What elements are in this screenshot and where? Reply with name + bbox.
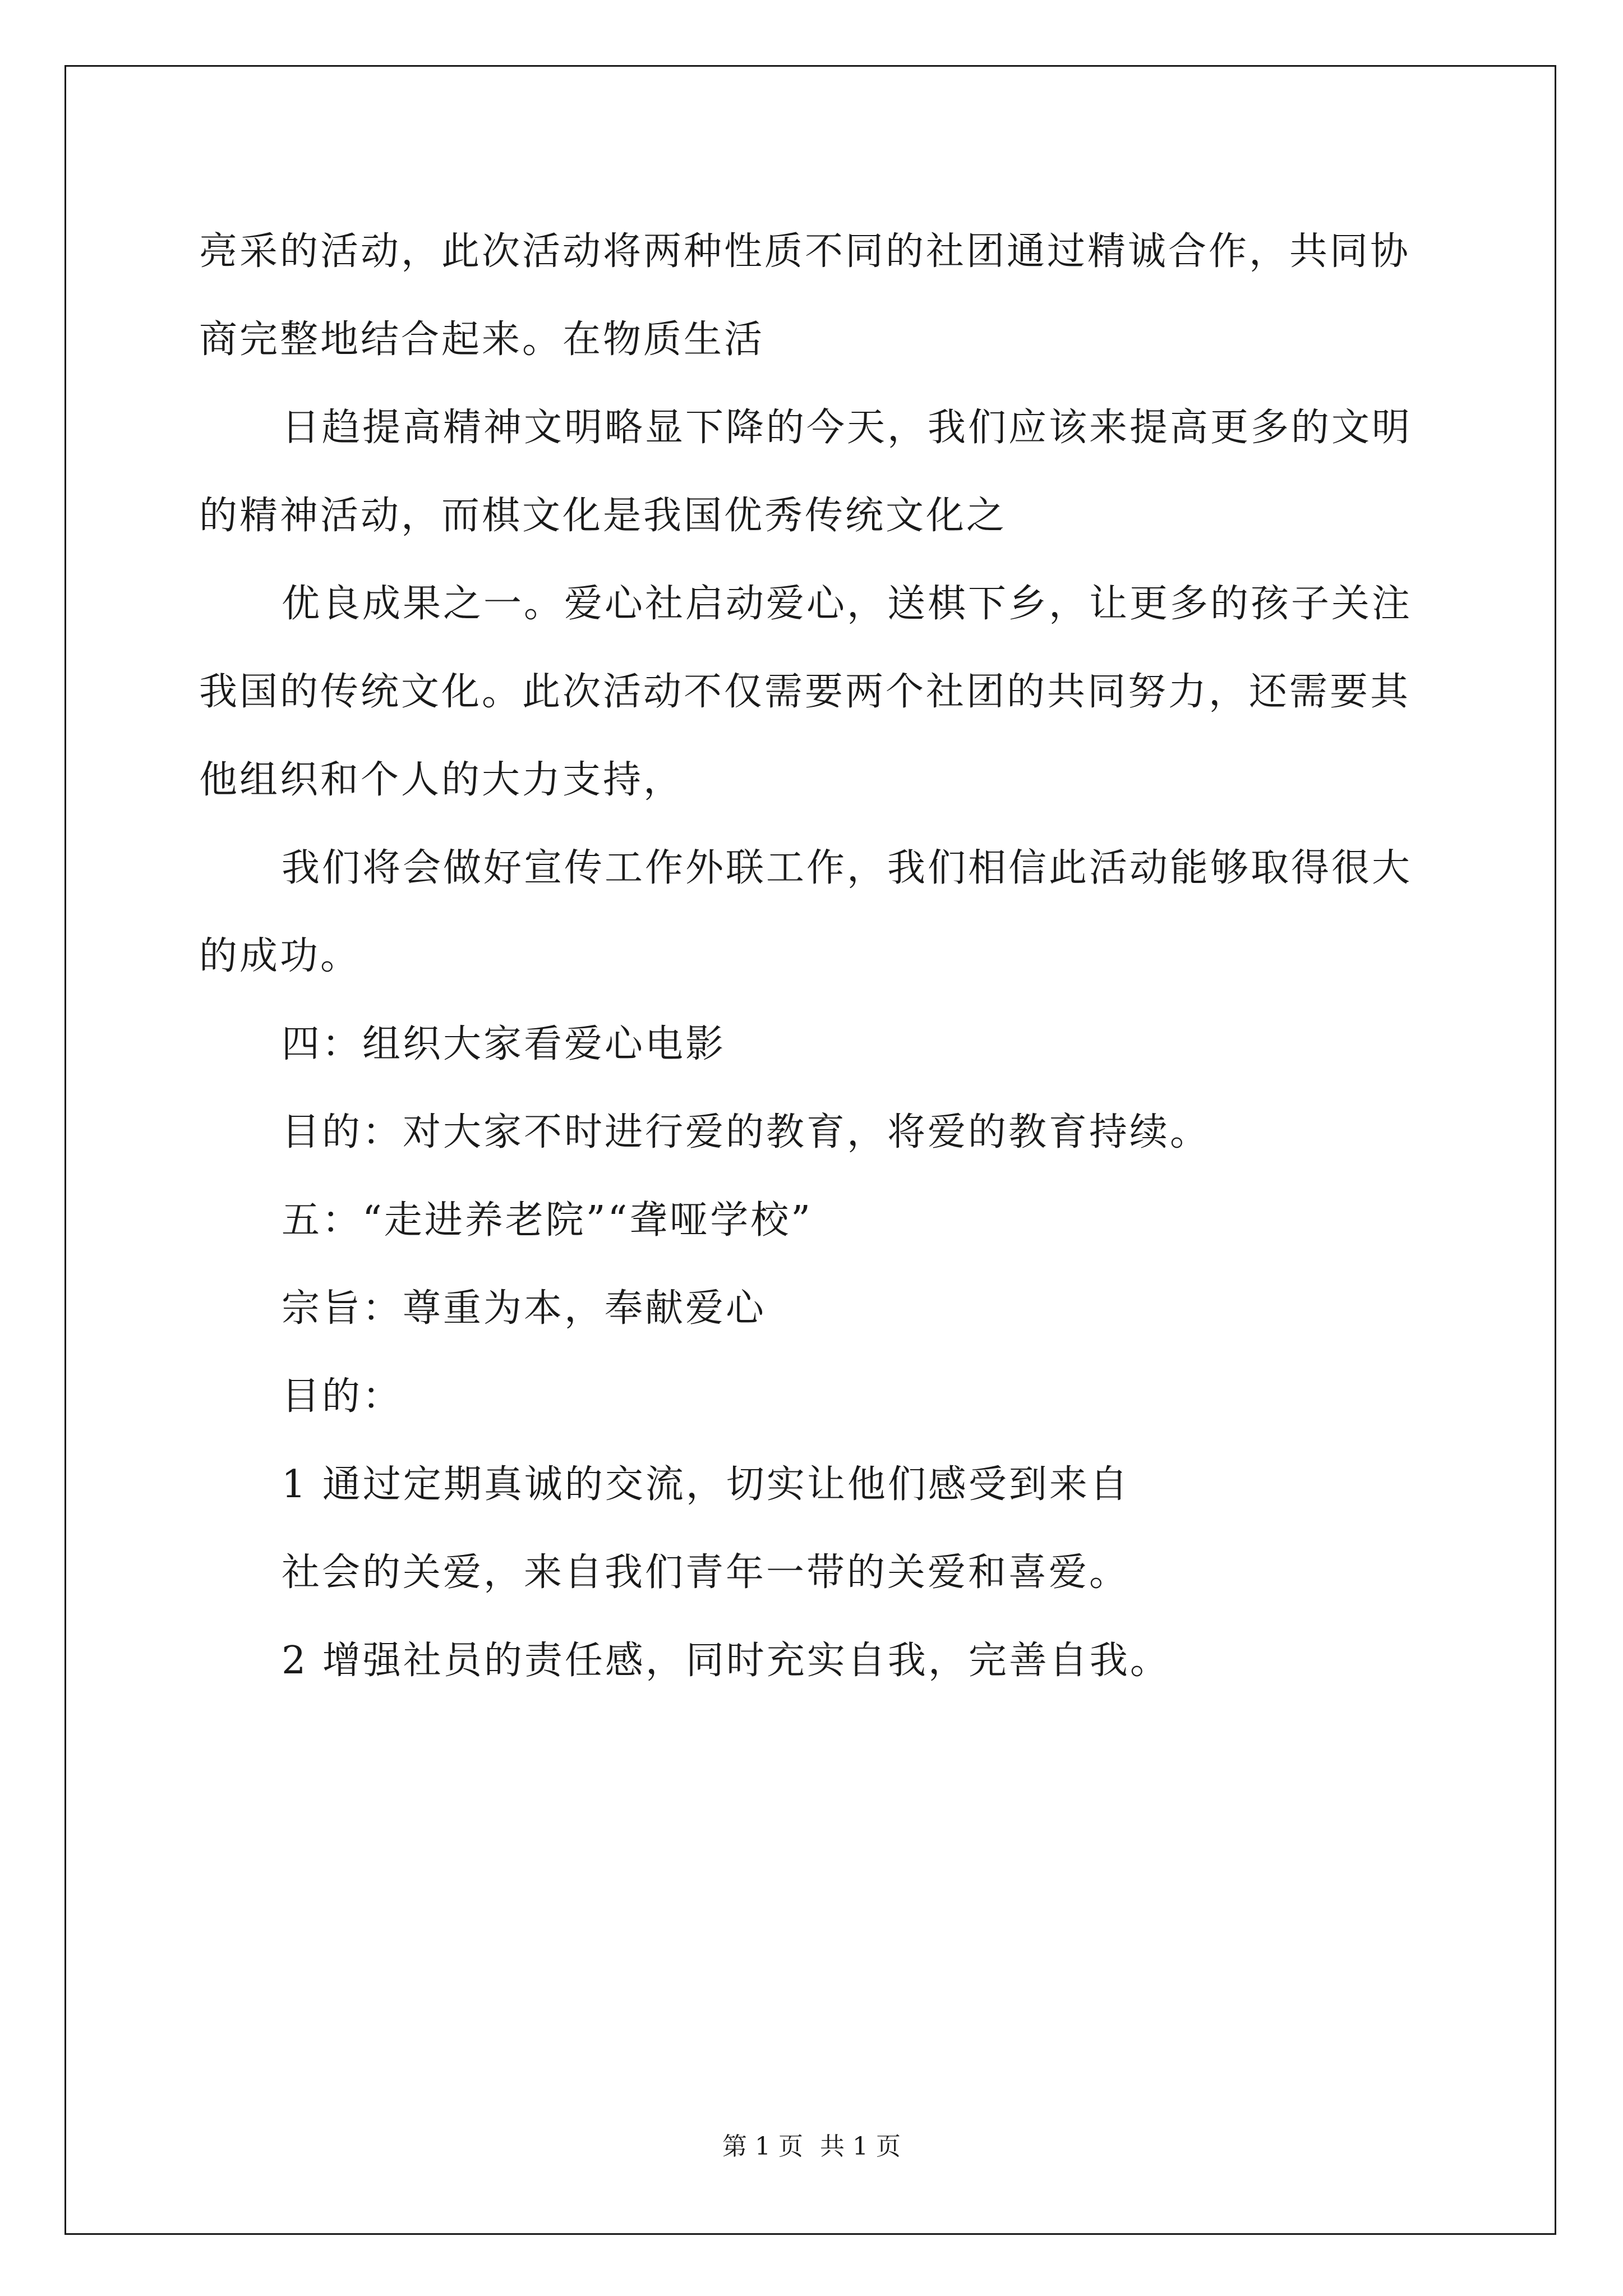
list-item-1-continued: 社会的关爱，来自我们青年一带的关爱和喜爱。 [282, 1550, 1130, 1595]
section-heading-4: 四：组织大家看爱心电影 [282, 1022, 726, 1066]
paragraph-purpose-4: 目的：对大家不时进行爱的教育，将爱的教育持续。 [282, 1110, 1211, 1154]
paragraph-3: 优良成果之一。爱心社启动爱心，送棋下乡，让更多的孩子关注我国的传统文化。此次活动不仅需要两个社团的共同努力，还需要其他组织和个人的大力支持， [199, 582, 1413, 802]
paragraph-tenet: 宗旨：尊重为本，奉献爱心 [282, 1286, 767, 1331]
page-number-current: 第 1 页 [722, 2132, 803, 2161]
list-item-2: 2 增强社员的责任感，同时充实自我，完善自我。 [282, 1639, 1170, 1683]
page-footer [0, 2126, 1623, 2162]
list-item-1: 1 通过定期真诚的交流，切实让他们感受到来自 [282, 1462, 1130, 1507]
paragraph-4: 我们将会做好宣传工作外联工作，我们相信此活动能够取得很大的成功。 [199, 846, 1413, 978]
paragraph-1: 亮采的活动，此次活动将两种性质不同的社团通过精诚合作，共同协商完整地结合起来。在物质生活 [199, 229, 1411, 362]
page-number-total: 共 1 页 [820, 2132, 901, 2161]
paragraph-2: 日趋提高精神文明略显下降的今天，我们应该来提高更多的文明的精神活动，而棋文化是我国优秀传统文化之 [199, 406, 1413, 538]
section-heading-5: 五：“走进养老院”“聋哑学校” [282, 1198, 813, 1243]
document-body [199, 208, 1436, 1705]
paragraph-purpose-label: 目的： [282, 1374, 403, 1419]
